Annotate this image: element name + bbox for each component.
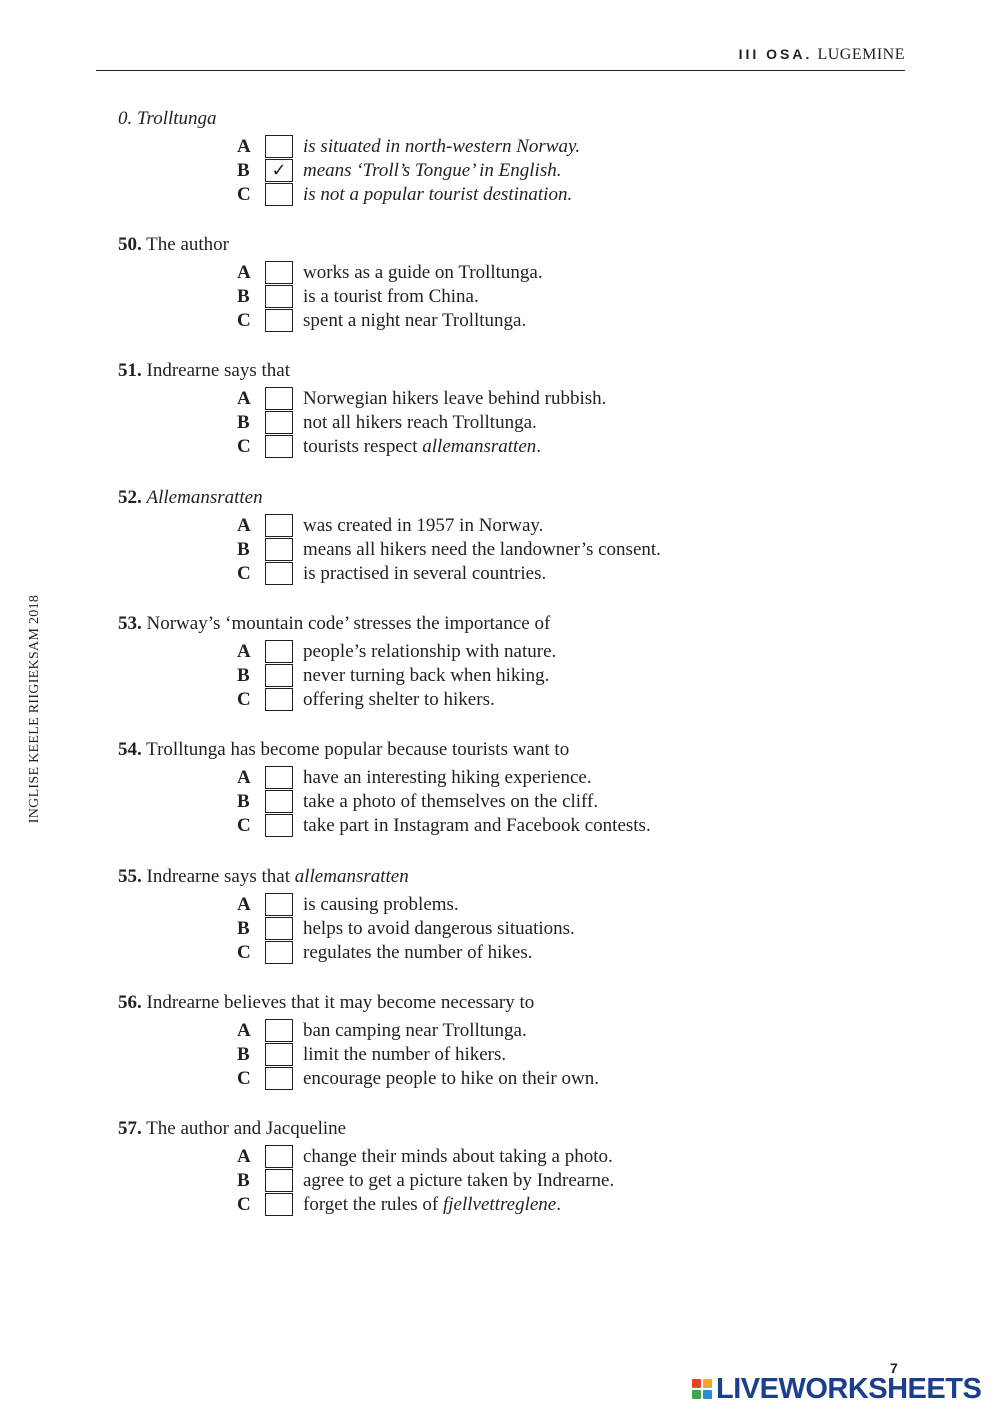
option-letter: A [237,388,251,409]
option-text: not all hikers reach Trolltunga. [303,412,537,433]
question-stem: 0. Trolltunga [118,108,217,129]
question-stem: 51. Indrearne says that [118,360,290,381]
answer-checkbox[interactable] [265,261,293,284]
option-text: take part in Instagram and Facebook contests. [303,815,651,836]
option-a [118,261,818,285]
option-b [118,538,818,562]
answer-checkbox[interactable] [265,1019,293,1042]
option-a [118,1019,818,1043]
question-stem: 53. Norway’s ‘mountain code’ stresses the importance of [118,613,551,634]
answer-checkbox[interactable] [265,285,293,308]
option-letter: A [237,894,251,915]
option-letter: A [237,515,251,536]
logo-wordmark: LIVEWORKSHEETS [716,1372,982,1405]
question-stem: 50. The author [118,234,229,255]
page-number: 7 [890,1360,898,1376]
answer-checkbox[interactable] [265,538,293,561]
question-51 [118,359,818,459]
option-text: offering shelter to hikers. [303,689,495,710]
question-52 [118,486,818,586]
answer-checkbox[interactable] [265,1067,293,1090]
option-a [118,766,818,790]
option-text: regulates the number of hikes. [303,942,533,963]
option-letter: B [237,1044,250,1065]
option-c [118,1193,818,1217]
option-b [118,790,818,814]
option-text: helps to avoid dangerous situations. [303,918,575,939]
answer-checkbox[interactable] [265,640,293,663]
option-letter: C [237,436,251,457]
option-a [118,514,818,538]
option-letter: A [237,1146,251,1167]
question-53 [118,612,818,712]
option-text: never turning back when hiking. [303,665,550,686]
option-a [118,387,818,411]
logo-tiles-icon [692,1379,712,1399]
header-part: III OSA. [738,46,813,62]
option-text: means all hikers need the landowner’s consent. [303,539,661,560]
option-letter: A [237,767,251,788]
option-text: encourage people to hike on their own. [303,1068,599,1089]
option-letter: A [237,641,251,662]
option-letter: A [237,136,251,157]
option-letter: B [237,539,250,560]
answer-checkbox[interactable] [265,514,293,537]
question-stem: 52. Allemansratten [118,487,263,508]
option-letter: C [237,184,251,205]
option-c [118,1067,818,1091]
question-57 [118,1117,818,1217]
page-header [96,44,905,71]
option-letter: C [237,942,251,963]
answer-checkbox[interactable] [265,1193,293,1216]
logo-tile [703,1390,712,1399]
answer-checkbox[interactable] [265,790,293,813]
option-text: was created in 1957 in Norway. [303,515,544,536]
option-text: agree to get a picture taken by Indrearne. [303,1170,615,1191]
option-b [118,1043,818,1067]
option-letter: B [237,286,250,307]
check-mark-icon: ✓ [271,160,287,181]
option-text: people’s relationship with nature. [303,641,557,662]
side-exam-label: INGLISE KEELE RIIGIEKSAM 2018 [27,594,42,824]
option-c [118,183,818,207]
option-b [118,1169,818,1193]
option-letter: C [237,563,251,584]
option-a [118,893,818,917]
question-0 [118,107,818,207]
answer-checkbox[interactable] [265,183,293,206]
option-text: limit the number of hikers. [303,1044,507,1065]
option-b [118,411,818,435]
question-56 [118,991,818,1091]
answer-checkbox[interactable] [265,1043,293,1066]
question-55 [118,865,818,965]
option-letter: C [237,310,251,331]
logo-tile [692,1390,701,1399]
option-b [118,285,818,309]
answer-checkbox[interactable] [265,688,293,711]
option-text: change their minds about taking a photo. [303,1146,613,1167]
answer-checkbox[interactable] [265,814,293,837]
option-text: is a tourist from China. [303,286,479,307]
option-text: works as a guide on Trolltunga. [303,262,543,283]
option-text: Norwegian hikers leave behind rubbish. [303,388,607,409]
answer-checkbox[interactable] [265,1145,293,1168]
answer-checkbox[interactable] [265,1169,293,1192]
option-a [118,640,818,664]
option-letter: B [237,1170,250,1191]
option-text: is not a popular tourist destination. [303,184,573,205]
option-c [118,941,818,965]
option-letter: C [237,815,251,836]
option-letter: B [237,665,250,686]
answer-checkbox[interactable] [265,562,293,585]
option-b [118,664,818,688]
answer-checkbox[interactable] [265,411,293,434]
option-text: is causing problems. [303,894,459,915]
option-text: tourists respect allemansratten. [303,436,542,457]
option-letter: C [237,689,251,710]
liveworksheets-logo[interactable] [692,1374,981,1404]
option-c [118,688,818,712]
question-54 [118,738,818,838]
option-letter: A [237,262,251,283]
option-text: spent a night near Trolltunga. [303,310,527,331]
question-stem: 56. Indrearne believes that it may become necessary to [118,992,535,1013]
header-section: LUGEMINE [817,46,905,63]
option-c [118,814,818,838]
question-50 [118,233,818,333]
question-stem: 57. The author and Jacqueline [118,1118,347,1139]
answer-checkbox[interactable] [265,387,293,410]
question-stem: 54. Trolltunga has become popular because tourists want to [118,739,570,760]
option-text: forget the rules of fjellvettreglene. [303,1194,561,1215]
answer-checkbox[interactable] [265,766,293,789]
answer-checkbox[interactable] [265,435,293,458]
option-b [118,159,818,183]
answer-checkbox[interactable] [265,309,293,332]
option-letter: C [237,1194,251,1215]
option-letter: B [237,791,250,812]
option-letter: B [237,918,250,939]
option-c [118,562,818,586]
logo-tile [692,1379,701,1388]
answer-checkbox[interactable] [265,917,293,940]
answer-checkbox[interactable] [265,159,293,182]
option-text: is practised in several countries. [303,563,547,584]
answer-checkbox[interactable] [265,893,293,916]
option-text: ban camping near Trolltunga. [303,1020,527,1041]
option-letter: B [237,160,250,181]
logo-tile [703,1379,712,1388]
option-text: means ‘Troll’s Tongue’ in English. [303,160,562,181]
option-c [118,435,818,459]
option-text: have an interesting hiking experience. [303,767,592,788]
option-a [118,1145,818,1169]
option-text: is situated in north-western Norway. [303,136,581,157]
answer-checkbox[interactable] [265,664,293,687]
question-stem: 55. Indrearne says that allemansratten [118,866,409,887]
option-b [118,917,818,941]
option-letter: A [237,1020,251,1041]
option-letter: B [237,412,250,433]
option-a [118,135,818,159]
option-letter: C [237,1068,251,1089]
option-text: take a photo of themselves on the cliff. [303,791,599,812]
option-c [118,309,818,333]
answer-checkbox[interactable] [265,135,293,158]
answer-checkbox[interactable] [265,941,293,964]
